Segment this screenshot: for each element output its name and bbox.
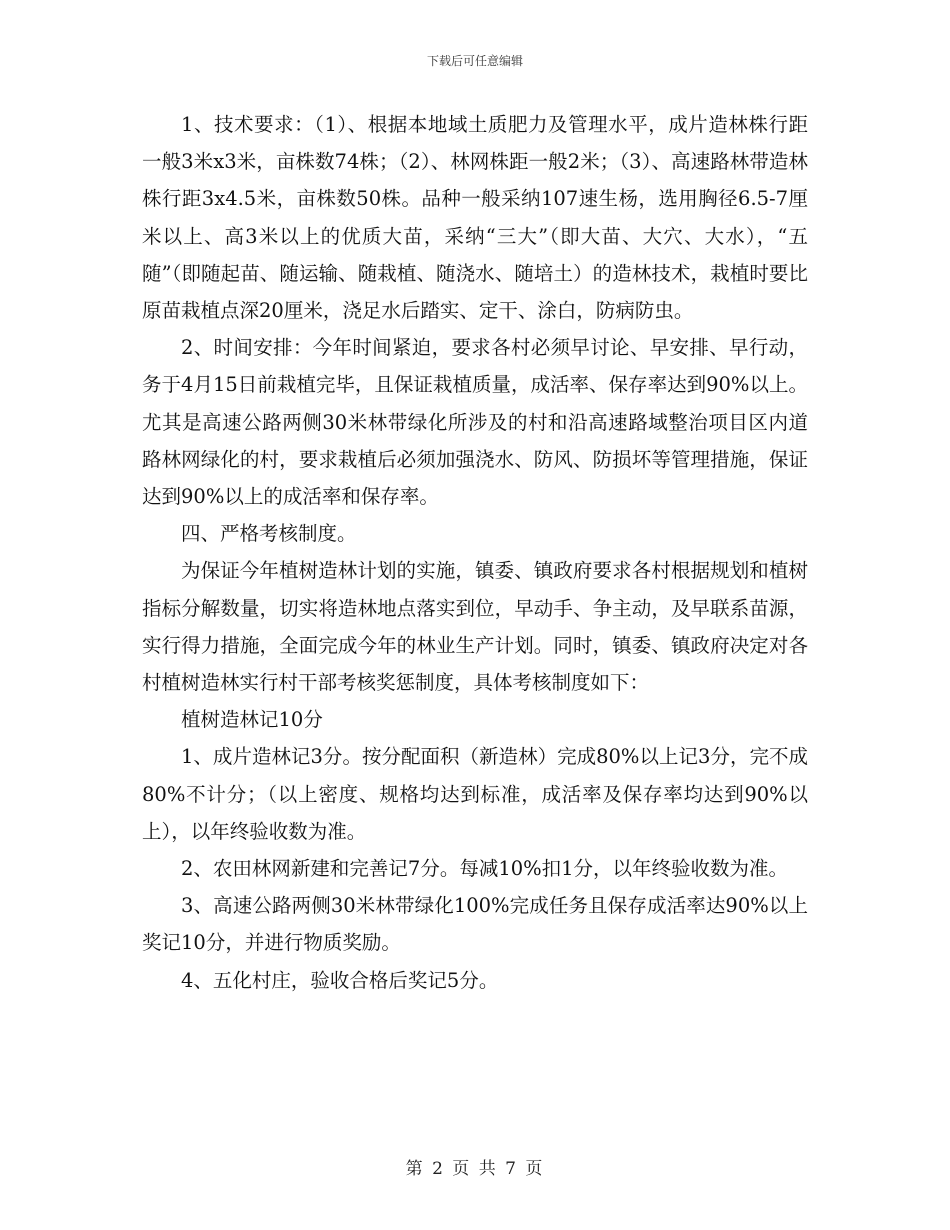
paragraph-score-total: 植树造林记10分 bbox=[181, 708, 323, 732]
section-heading-assessment: 四、严格考核制度。 bbox=[181, 522, 357, 546]
paragraph-technical-requirements: 1、技术要求：（1）、根据本地域土质肥力及管理水平，成片造林株行距一般3米x3米，亩株数74株；（2）、林网株距一般2米；（3）、高速路林带造林株行距3x4.5米，亩株数50株。品种一般采纳107速生杨，选用胸径6.5-7厘米以上、高3米以上的优质大苗，采纳“三大”（即大苗、大穴、大水），“五随”（即随起苗、随运输、随栽植、随浇水、随培土）的造林技术，栽植时要比原苗栽植点深20厘米，浇足水后踏实、定干、涂白，防病防虫。 bbox=[142, 113, 808, 323]
paragraph-item-4: 4、五化村庄，验收合格后奖记5分。 bbox=[181, 968, 499, 992]
paragraph-time-schedule: 2、时间安排：今年时间紧迫，要求各村必须早讨论、早安排、早行动，务于4月15日前栽植完毕，且保证栽植质量，成活率、保存率达到90%以上。尤其是高速公路两侧30米林带绿化所涉及的村和沿高速路域整治项目区内道路林网绿化的村，要求栽植后必须加强浇水、防风、防损坏等管理措施，保证达到90%以上的成活率和保存率。 bbox=[142, 336, 808, 509]
paragraph-item-2: 2、农田林网新建和完善记7分。每减10%扣1分，以年终验收数为准。 bbox=[181, 857, 789, 881]
page-header-note: 下载后可任意编辑 bbox=[426, 54, 523, 68]
document-body bbox=[142, 106, 808, 999]
paragraph-assessment-intro: 为保证今年植树造林计划的实施，镇委、镇政府要求各村根据规划和植树指标分解数量，切实将造林地点落实到位，早动手、争主动，及早联系苗源，实行得力措施，全面完成今年的林业生产计划。同时，镇委、镇政府决定对各村植树造林实行村干部考核奖惩制度，具体考核制度如下： bbox=[142, 559, 808, 695]
paragraph-item-1: 1、成片造林记3分。按分配面积（新造林）完成80%以上记3分，完不成80%不计分；（以上密度、规格均达到标准，成活率及保存率均达到90%以上），以年终验收数为准。 bbox=[142, 745, 808, 843]
paragraph-item-3: 3、高速公路两侧30米林带绿化100%完成任务且保存成活率达90%以上奖记10分，并进行物质奖励。 bbox=[142, 894, 808, 955]
page-number-footer: 第 2 页 共 7 页 bbox=[405, 1159, 545, 1179]
